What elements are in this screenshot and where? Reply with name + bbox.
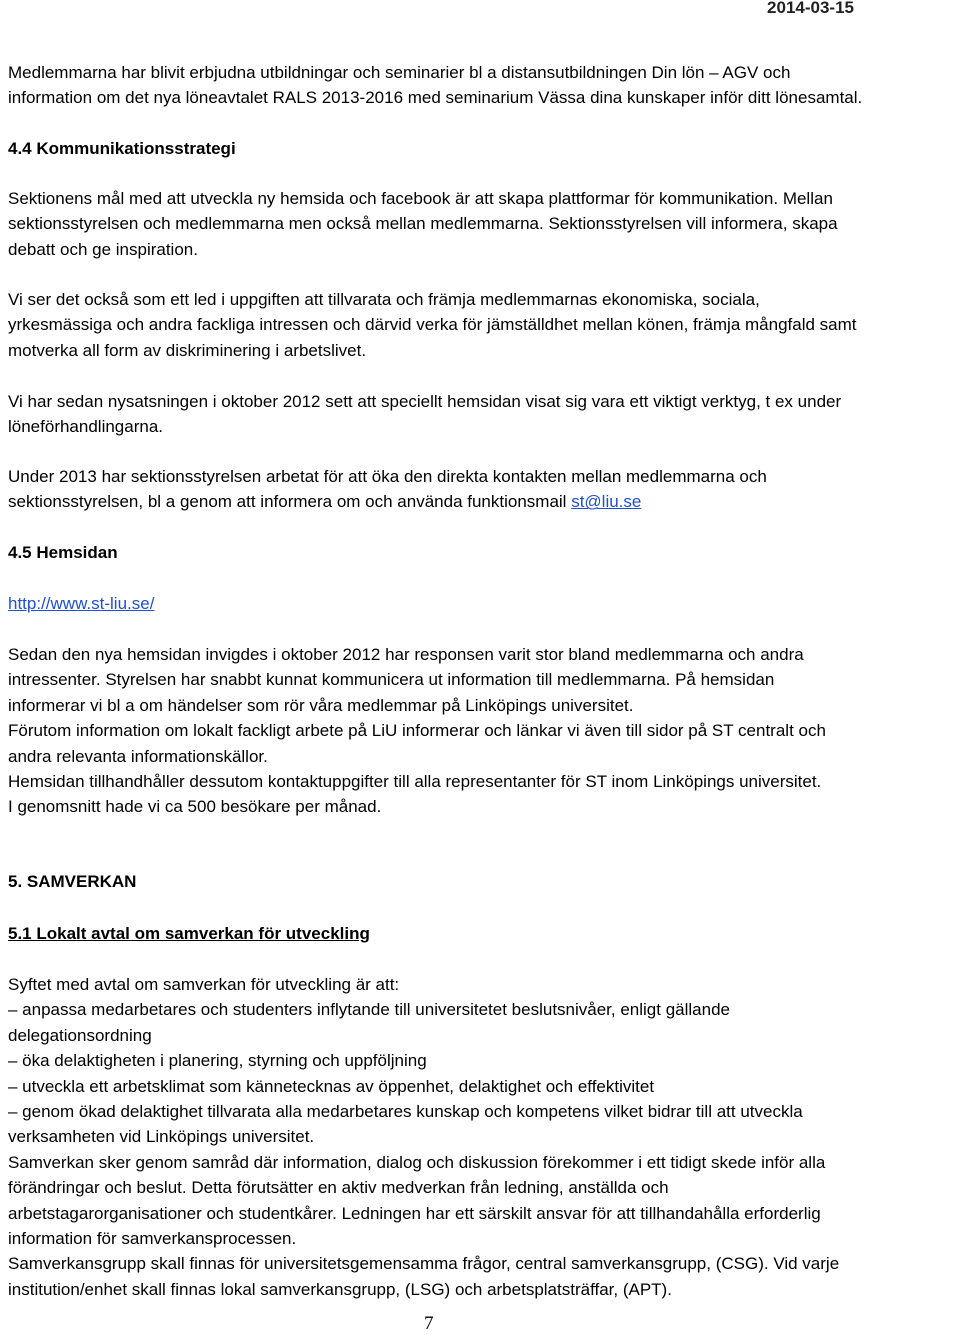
intro-line-1: Medlemmarna har blivit erbjudna utbildningar och seminarier bl a distansutbildningen Din lön – AGV och (8, 63, 791, 82)
p45-line-5: andra relevanta informationskällor. (8, 746, 268, 766)
intro-paragraph (8, 60, 954, 111)
p51-line-5: – utveckla ett arbetsklimat som kännetecknas av öppenhet, delaktighet och effektivitet (8, 1076, 655, 1096)
paragraph-4-5 (8, 642, 954, 820)
p51-line-13: institution/enhet skall finnas lokal samverkansgrupp, (LSG) och arbetsplatsträffar, (APT). (8, 1279, 672, 1299)
header-date: 2014-03-15 (767, 0, 854, 17)
p44d-line-2-text: sektionsstyrelsen, bl a genom att informera om och använda funktionsmail (8, 492, 572, 512)
p51-line-11: information för samverkansprocessen. (8, 1229, 297, 1249)
p44d-line-1: Under 2013 har sektionsstyrelsen arbetat för att öka den direkta kontakten mellan medlemmarna och (8, 467, 767, 486)
p44c-line-1: Vi har sedan nysatsningen i oktober 2012 sett att speciellt hemsidan visat sig vara ett viktigt verktyg, t ex under (8, 392, 842, 411)
page-number: 7 (424, 1313, 434, 1334)
p51-line-6: – genom ökad delaktighet tillvarata alla medarbetares kunskap och kompetens vilket bidrar till att utveckla (8, 1102, 803, 1122)
url-paragraph (8, 591, 954, 616)
paragraph-4-4-c (8, 389, 954, 440)
p44a-line-1: Sektionens mål med att utveckla ny hemsida och facebook är att skapa plattformar för kommunikation. Mellan (8, 189, 833, 208)
p44b-line-1: Vi ser det också som ett led i uppgiften att tillvarata och främja medlemmarnas ekonomiska, sociala, (8, 290, 760, 309)
p45-line-6: Hemsidan tillhandhåller dessutom kontaktuppgifter till alla representanter för ST inom Linköpings universitet. (8, 772, 822, 792)
email-link[interactable]: st@liu.se (571, 492, 642, 512)
p45-line-1: Sedan den nya hemsidan invigdes i oktober 2012 har responsen varit stor bland medlemmarna och andra (8, 645, 804, 664)
website-link[interactable]: http://www.st-liu.se/ (8, 594, 155, 613)
p45-line-3: informerar vi bl a om händelser som rör våra medlemmar på Linköpings universitet. (8, 695, 634, 715)
p45-line-2: intressenter. Styrelsen har snabbt kunnat kommunicera ut information till medlemmarna. På hemsidan (8, 670, 775, 690)
section-heading-4-5: 4.5 Hemsidan (8, 543, 118, 562)
p44b-line-3: motverka all form av diskriminering i arbetslivet. (8, 340, 367, 360)
intro-line-2: information om det nya löneavtalet RALS 2013-2016 med seminarium Vässa dina kunskaper inför ditt lönesamtal. (8, 88, 863, 108)
paragraph-4-4-b (8, 287, 954, 363)
paragraph-4-4-a (8, 186, 954, 262)
p51-line-2: – anpassa medarbetares och studenters inflytande till universitetet beslutsnivåer, enligt gällande (8, 1000, 730, 1020)
p51-line-9: förändringar och beslut. Detta förutsätter en aktiv medverkan från ledning, anställda och (8, 1178, 669, 1198)
p45-line-4: Förutom information om lokalt fackligt arbete på LiU informerar och länkar vi även till sidor på ST centralt och (8, 721, 826, 741)
paragraph-4-4-d (8, 464, 954, 515)
p44a-line-2: sektionsstyrelsen och medlemmarna men också mellan medlemmarna. Sektionsstyrelsen vill informera, skapa (8, 214, 838, 234)
p51-line-12: Samverkansgrupp skall finnas för universitetsgemensamma frågor, central samverkansgrupp, (CSG). Vid varje (8, 1254, 840, 1274)
p51-line-10: arbetstagarorganisationer och studentkårer. Ledningen har ett särskilt ansvar för att tillhandahålla erforderlig (8, 1203, 821, 1223)
p44a-line-3: debatt och ge inspiration. (8, 239, 198, 259)
p51-line-1: Syftet med avtal om samverkan för utveckling är att: (8, 975, 400, 994)
p51-line-7: verksamheten vid Linköpings universitet. (8, 1127, 315, 1147)
p44c-line-2: löneförhandlingarna. (8, 417, 164, 437)
p51-line-4: – öka delaktigheten i planering, styrning och uppföljning (8, 1051, 427, 1071)
section-heading-4-4: 4.4 Kommunikationsstrategi (8, 139, 236, 158)
section-heading-5-1: 5.1 Lokalt avtal om samverkan för utveckling (8, 924, 370, 943)
p45-line-7: I genomsnitt hade vi ca 500 besökare per månad. (8, 797, 382, 817)
p51-line-8: Samverkan sker genom samråd där information, dialog och diskussion förekommer i ett tidigt skede inför alla (8, 1152, 826, 1172)
paragraph-5-1 (8, 972, 954, 1302)
section-heading-5: 5. SAMVERKAN (8, 872, 137, 891)
p44d-line-2 (8, 489, 954, 514)
p51-line-3: delegationsordning (8, 1025, 152, 1045)
p44b-line-2: yrkesmässiga och andra fackliga intressen och därvid verka för jämställdhet mellan könen, främja mångfald samt (8, 315, 857, 335)
